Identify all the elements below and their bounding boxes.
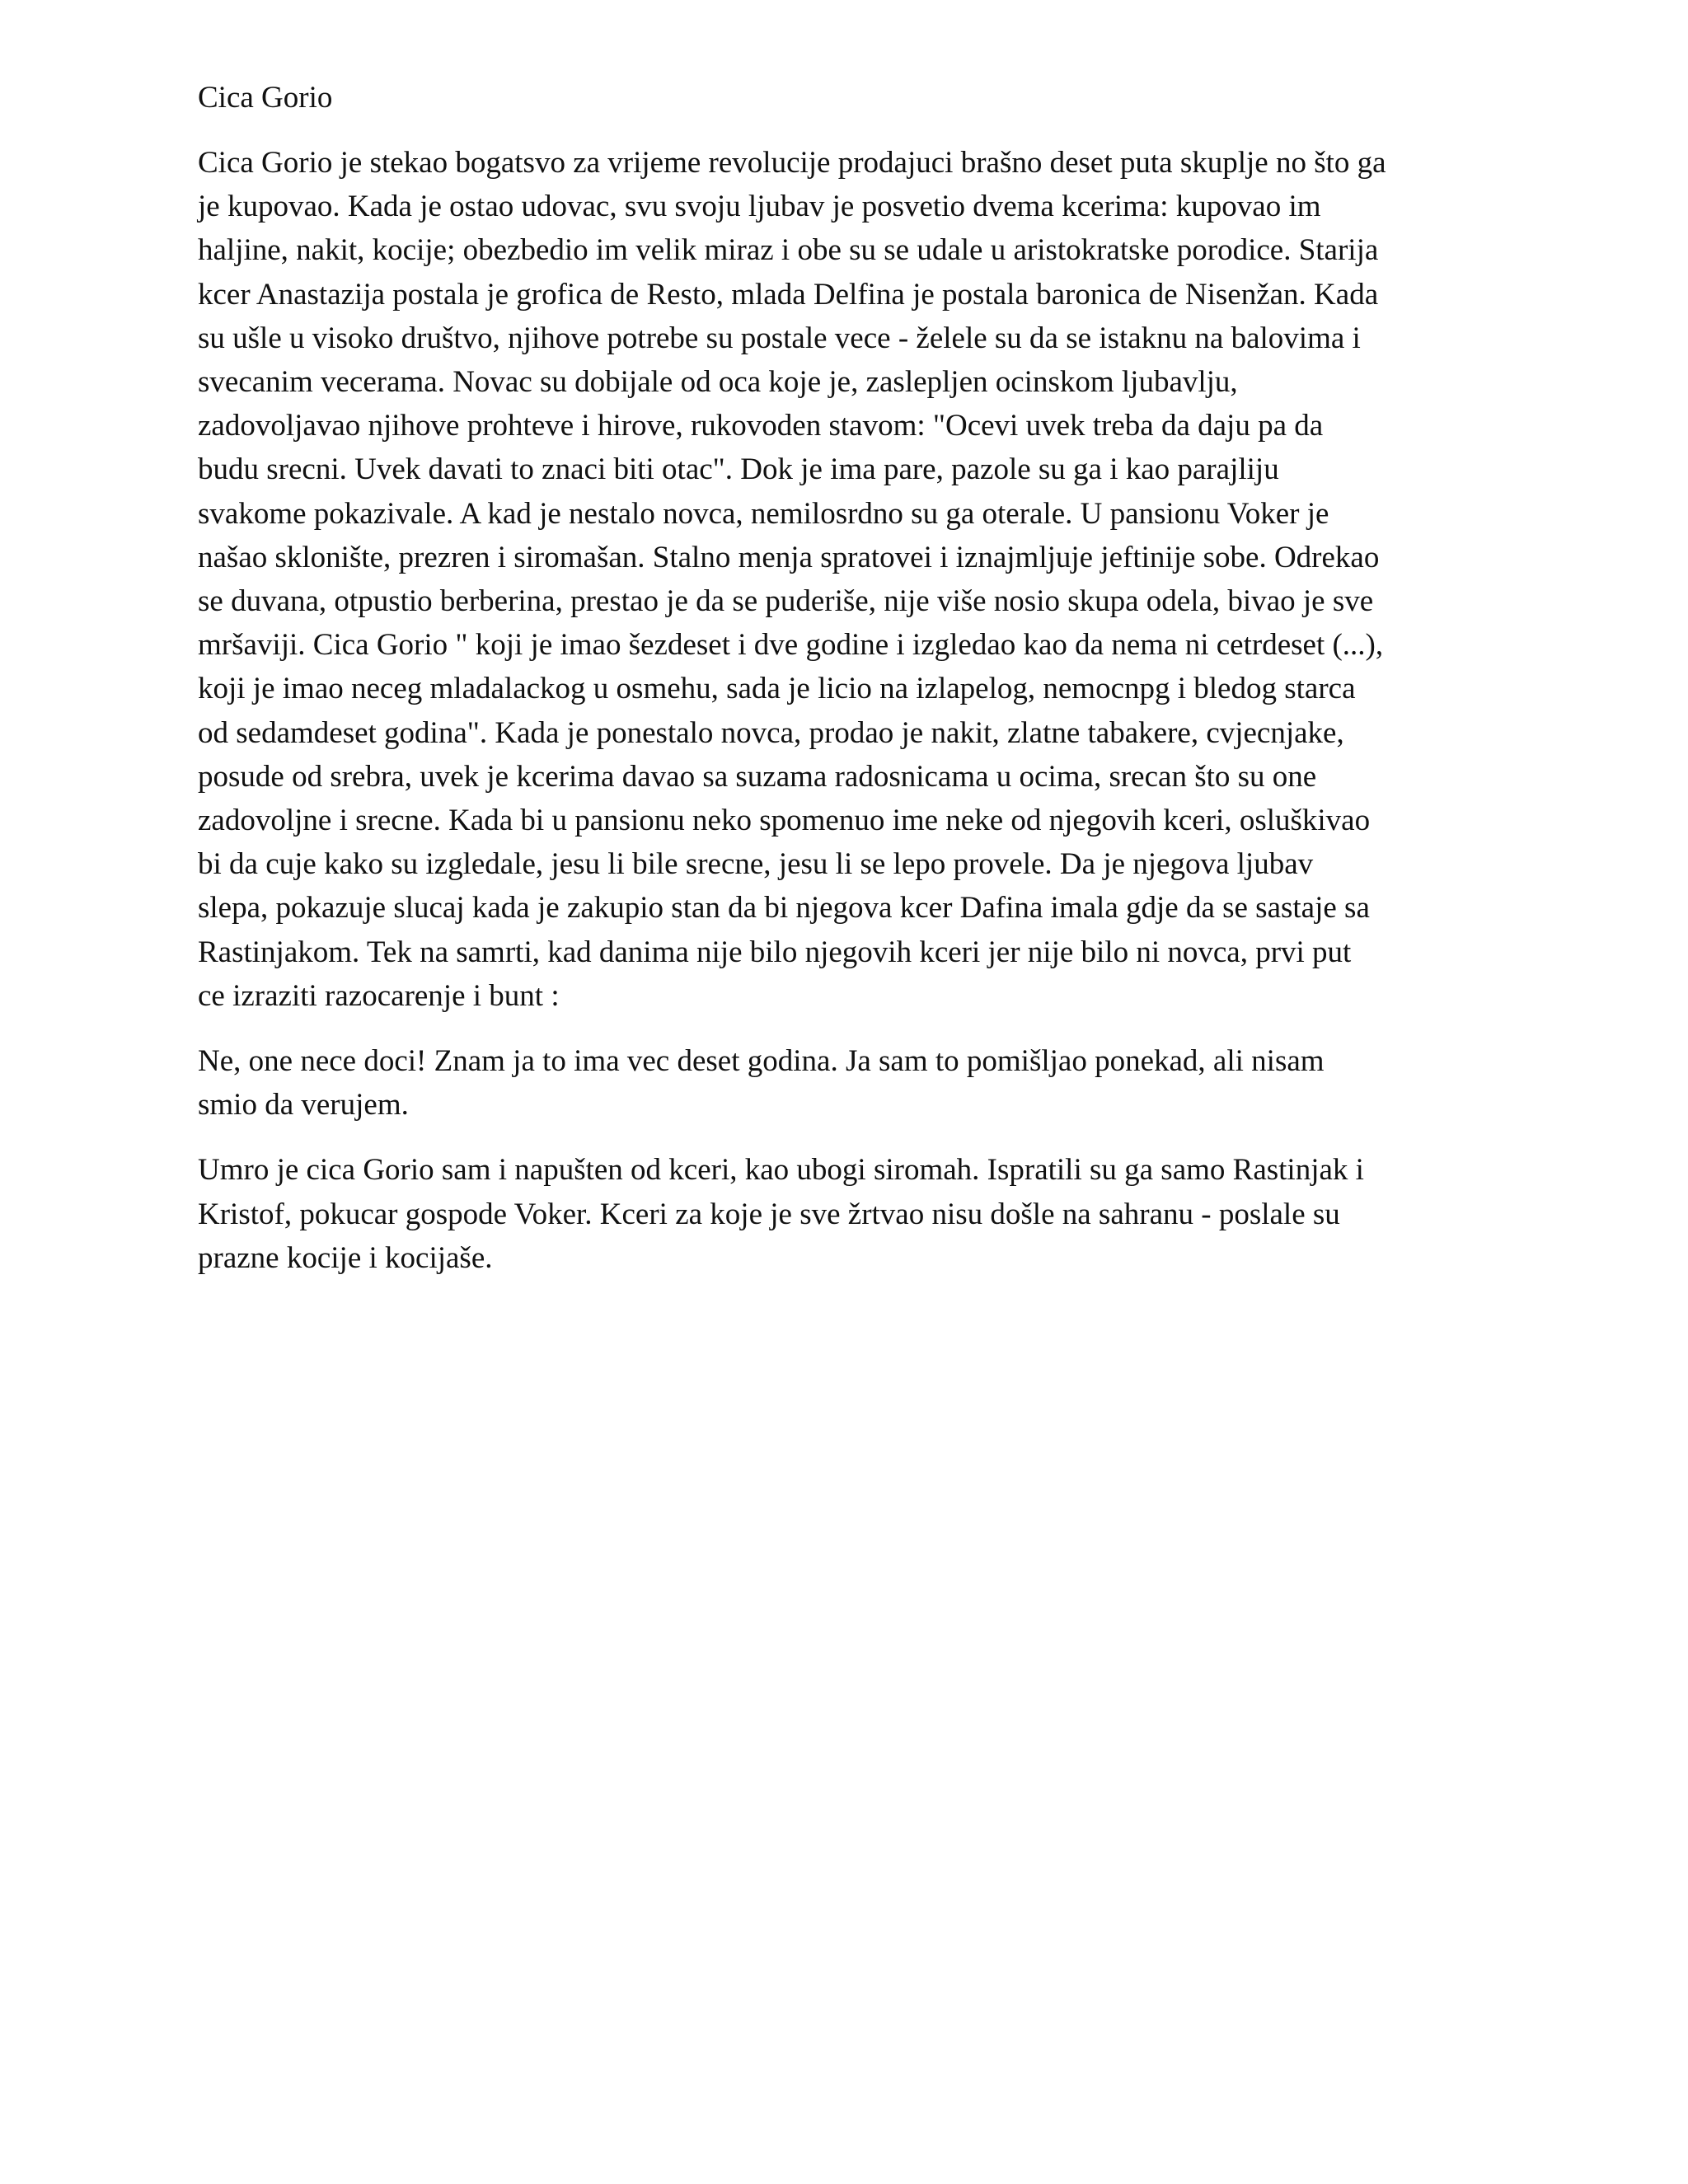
text-line: ce izraziti razocarenje i bunt : (198, 978, 560, 1013)
text-line: se duvana, otpustio berberina, prestao je da se puderiše, nije više nosio skupa odela, bivao je sve (198, 584, 1374, 619)
paragraph-2-quote (198, 1039, 1500, 1127)
text-line: haljine, nakit, kocije; obezbedio im velik miraz i obe su se udale u aristokratske porodice. Starija (198, 233, 1379, 268)
text-line: slepa, pokazuje slucaj kada je zakupio stan da bi njegova kcer Dafina imala gdje da se sastaje sa (198, 891, 1370, 926)
text-line: Cica Gorio je stekao bogatsvo za vrijeme revolucije prodajuci brašno deset puta skuplje no što ga (198, 146, 1386, 180)
text-line: bi da cuje kako su izgledale, jesu li bile srecne, jesu li se lepo provele. Da je njegova ljubav (198, 847, 1314, 882)
text-line: Ne, one nece doci! Znam ja to ima vec deset godina. Ja sam to pomišljao ponekad, ali nisam (198, 1044, 1325, 1079)
text-line: posude od srebra, uvek je kcerima davao sa suzama radosnicama u ocima, srecan što su one (198, 759, 1317, 794)
document-page (198, 76, 1500, 1301)
document-title: Cica Gorio (198, 81, 333, 115)
text-line: koji je imao neceg mladalackog u osmehu, sada je licio na izlapelog, nemocnpg i bledog starca (198, 672, 1356, 706)
text-line: kcer Anastazija postala je grofica de Resto, mlada Delfina je postala baronica de Nisenžan. Kada (198, 277, 1379, 312)
text-line: Umro je cica Gorio sam i napušten od kceri, kao ubogi siromah. Ispratili su ga samo Rastinjak i (198, 1153, 1364, 1188)
text-line: su ušle u visoko društvo, njihove potrebe su postale vece - želele su da se istaknu na balovima i (198, 321, 1361, 355)
text-line: svakome pokazivale. A kad je nestalo novca, nemilosrdno su ga oterale. U pansionu Voker je (198, 496, 1329, 531)
text-line: Kristof, pokucar gospode Voker. Kceri za koje je sve žrtvao nisu došle na sahranu - poslale su (198, 1197, 1340, 1231)
text-line: zadovoljne i srecne. Kada bi u pansionu neko spomenuo ime neke od njegovih kceri, osluškivao (198, 804, 1371, 838)
text-line: zadovoljavao njihove prohteve i hirove, rukovoden stavom: "Ocevi uvek treba da daju pa da (198, 409, 1324, 443)
text-line: našao sklonište, prezren i siromašan. Stalno menja spratovei i iznajmljuje jeftinije sobe. Odrekao (198, 540, 1380, 574)
text-line: mršaviji. Cica Gorio " koji je imao šezdeset i dve godine i izgledao kao da nema ni cetrdeset (...), (198, 628, 1384, 663)
text-line: je kupovao. Kada je ostao udovac, svu svoju ljubav je posvetio dvema kcerima: kupovao im (198, 190, 1321, 224)
paragraph-1 (198, 141, 1500, 1018)
paragraph-3 (198, 1148, 1500, 1280)
text-line: od sedamdeset godina". Kada je ponestalo novca, prodao je nakit, zlatne tabakere, cvjecnjake, (198, 715, 1344, 750)
text-line: svecanim vecerama. Novac su dobijale od oca koje je, zaslepljen ocinskom ljubavlju, (198, 365, 1238, 400)
text-line: budu srecni. Uvek davati to znaci biti otac". Dok je ima pare, pazole su ga i kao parajliju (198, 452, 1279, 487)
text-line: Rastinjakom. Tek na samrti, kad danima nije bilo njegovih kceri jer nije bilo ni novca, prvi put (198, 935, 1352, 969)
text-line: smio da verujem. (198, 1088, 409, 1122)
text-line: prazne kocije i kocijaše. (198, 1240, 493, 1275)
